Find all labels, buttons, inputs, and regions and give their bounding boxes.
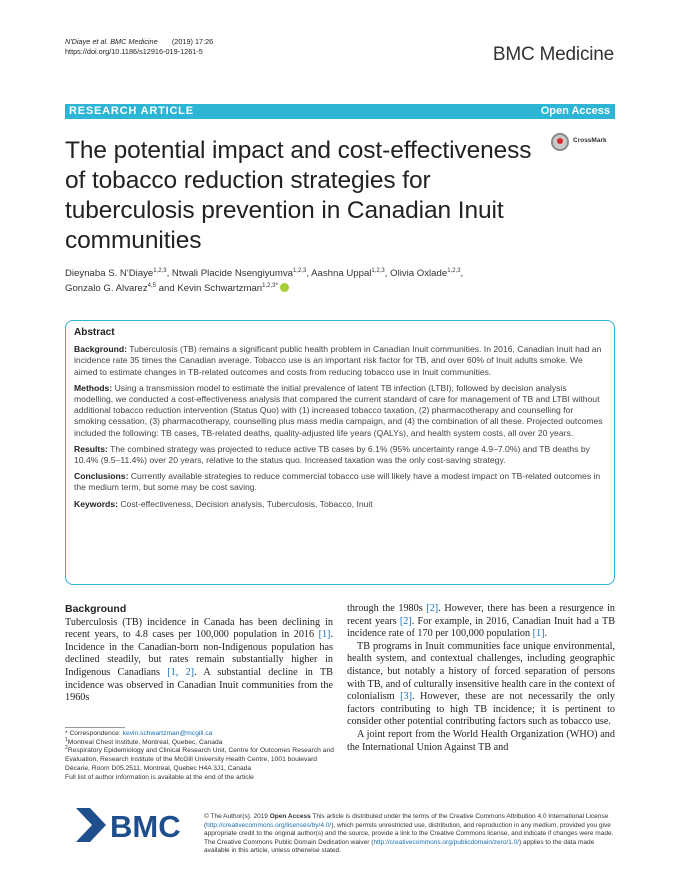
body-text: . [544,628,548,640]
body-paragraph [347,641,615,729]
body-text: through the 1980s [347,603,427,614]
license-text: ) applies to the data made available in this article, unless otherwise stated. [204,838,595,854]
abstract-keywords [74,499,606,510]
author-separator: , [460,268,464,279]
body-text: . For example, in 2016, Canadian Inuit had a TB incidence rate of 170 per 100,000 population [347,615,615,640]
author-affiliation: 4,5 [147,283,156,289]
license-link[interactable]: http://creativecommons.org/licenses/by/4.0/ [206,821,332,829]
abstract-heading: Abstract [74,327,115,338]
open-access-label: Open Access [540,105,610,117]
body-text: . However, there has been a resurgence in recent years [347,603,615,627]
abstract-methods-text: Using a transmission model to estimate the initial prevalence of latent TB infection (LTBI), followed by decision analysis modelling, we conducted a cost-effectiveness analysis that compared the current standard of care for management of TB and LTBI without additional tobacco reduction intervention (Status Quo) with (1) increased tobacco taxation, (2) pharmacotherapy and counselling for smoking cessation, (3) pharmacotherapy, counselling plus mass media campaign, and (4) the combination of all these. Projected outcomes included the following: TB cases, TB-related deaths, quality-adjusted life years (QALYs), and health system costs, all over 20 years. [74,382,603,438]
citation-link[interactable]: [3] [400,691,412,703]
crossmark-icon [551,133,569,151]
author-affiliation: 1,2,3 [371,268,385,274]
citation-link[interactable]: [1] [318,629,331,641]
correspondence-label: * Correspondence: [65,730,123,737]
footnotes [65,730,335,782]
affiliation-2 [65,747,335,773]
waiver-link[interactable]: http://creativecommons.org/publicdomain/zero/1.0/ [373,838,520,846]
author-affiliation: 1,2,3 [153,268,167,274]
author-name[interactable]: Ntwali Placide Nsengiyumva [171,268,293,279]
body-paragraph: A joint report from the World Health Organization (WHO) and the International Union Against TB and [347,728,615,753]
abstract-methods [74,383,606,439]
author-separator: and [156,283,178,294]
copyright-text: © The Author(s). 2019 [204,813,270,820]
bmc-logo-graphic [76,806,196,844]
citation-link[interactable]: [1] [532,628,545,640]
correspondence-email[interactable]: kevin.schwartzman@mcgill.ca [122,730,213,737]
abstract-box [65,320,615,585]
header-doi[interactable]: https://doi.org/10.1186/s12916-019-1261-5 [65,46,203,56]
license-text: This article is distributed under the terms of the Creative Commons Attribution 4.0 International License ( [204,813,609,829]
author-name[interactable]: Kevin Schwartzman [177,283,263,294]
affiliation-number: 2 [65,745,68,752]
crossmark-label: CrossMark [573,137,607,144]
author-name[interactable]: Dieynaba S. N'Diaye [65,268,154,279]
citation-link[interactable]: [2] [426,603,439,614]
abstract-background [74,344,606,378]
author-list [65,266,545,296]
header-authors: N'Diaye et al. BMC Medicine [65,37,158,46]
article-type-banner [65,104,615,119]
abstract-keywords-label: Keywords: [74,498,118,509]
running-header [65,37,213,56]
orcid-icon[interactable] [280,283,289,292]
author-name[interactable]: Gonzalo G. Alvarez [65,283,148,294]
footnote-rule [65,727,125,728]
citation-link[interactable]: [2] [399,615,412,627]
body-column-right [347,603,615,754]
body-text: . A substantial decline in TB incidence was observed in Canadian Inuit communities from the 1960s [65,666,333,704]
abstract-keywords-text: Cost-effectiveness, Decision analysis, Tuberculosis, Tobacco, Inuit [120,498,373,509]
correspondence-note [65,730,335,739]
abstract-background-text: Tuberculosis (TB) remains a significant public health problem in Canadian Inuit communities. In 2016, Canadian Inuit had an incidence rate 35 times the Canadian average. Tobacco use is an important risk factor for TB, and over 60% of Inuit adults smoke. We aimed to estimate changes in TB-related outcomes and costs from reducing tobacco use in Inuit communities. [74,344,602,377]
body-column-left [65,603,333,705]
abstract-results-text: The combined strategy was projected to reduce active TB cases by 6.1% (95% uncertainty range 4.9–7.0%) and TB deaths by 10.4% (9.5–11.4%) over 20 years, relative to the status quo. Increased taxation was the only cost-saving strategy. [74,443,590,466]
body-text: . Incidence in the Canadian-born non-Indigenous population has declined steadily, but rates remain substantially higher in Indigenous Canadians [65,629,333,678]
abstract-results [74,444,606,466]
citation-link[interactable]: [1, 2] [167,666,195,678]
article-type-label: RESEARCH ARTICLE [69,105,194,117]
body-paragraph [65,617,333,705]
author-separator: , [166,268,172,279]
bmc-logo-chevron [76,808,106,842]
bmc-logo-text: BMC [110,809,181,844]
open-access-bold: Open Access [269,813,311,820]
abstract-conclusions [74,471,606,493]
author-name[interactable]: Aashna Uppal [311,268,372,279]
affiliation-number: 1 [65,736,68,743]
license-text: ), which permits unrestricted use, distribution, and reproduction in any medium, provided you give appropriate credit to the original author(s) and the source, provide a link to the Creative Commons license, and indicate if changes were made. The Creative Commons Public Domain Dedication waiver ( [204,821,614,846]
body-text: TB programs in Inuit communities face unique environmental, health system, and contextual challenges, including geographic distance, but notably a history of forced separation of persons with TB, and of culturally insensitive health care in the context of colonialism [347,640,616,703]
author-affiliation: 1,2,3* [262,283,278,289]
license-statement [204,813,614,856]
author-separator: , [306,268,312,279]
full-author-info-note: Full list of author information is available at the end of the article [65,773,254,781]
header-year-volume: (2019) 17:26 [171,37,214,46]
body-paragraph [347,603,615,641]
body-text: Tuberculosis (TB) incidence in Canada has been declining in recent years, to 4.8 cases per 100,000 population in 2016 [65,616,333,641]
bmc-logo [76,806,196,844]
abstract-conclusions-label: Conclusions: [74,471,129,482]
abstract-conclusions-text: Currently available strategies to reduce commercial tobacco use will likely have a modest impact on TB-related outcomes in the medium term, but some may be cost saving. [74,471,601,493]
section-heading-background: Background [65,603,127,615]
article-title: The potential impact and cost-effectiveness of tobacco reduction strategies for tuberculosis prevention in Canadian Inuit communities [65,137,532,254]
abstract-methods-label: Methods: [74,382,113,393]
crossmark-badge[interactable] [551,133,617,149]
journal-name: BMC Medicine [492,44,614,65]
body-text: . However, these are not necessarily the only factors contributing to high TB incidence; it is pertinent to consider other potential contributing factors such as tobacco use. [347,691,615,728]
author-name[interactable]: Olivia Oxlade [390,268,448,279]
abstract-background-label: Background: [74,344,127,355]
author-separator: , [384,268,391,279]
affiliation-text: Respiratory Epidemiology and Clinical Research Unit, Centre for Outcomes Research and Evaluation, Research Institute of the McGill University Health Centre, 1001 boulevard Décarie, Room D05.2511, Montreal, Quebec H4A 3J1, Canada [65,747,334,772]
abstract-results-label: Results: [74,443,108,454]
author-affiliation: 1,2,3 [292,268,307,274]
affiliation-text: Montreal Chest Institute, Montreal, Quebec, Canada [67,738,223,746]
author-affiliation: 1,2,3 [447,268,461,274]
